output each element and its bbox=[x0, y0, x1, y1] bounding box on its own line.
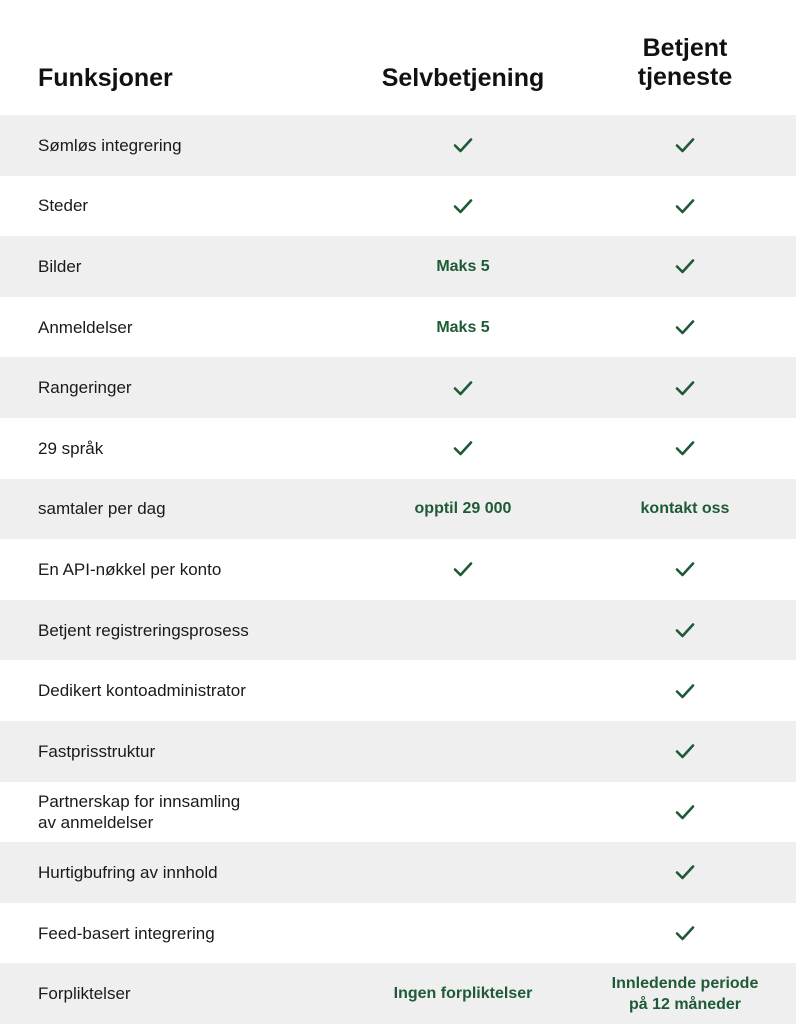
self-service-cell bbox=[352, 660, 574, 721]
feature-name: Steder bbox=[38, 196, 89, 216]
check-icon bbox=[675, 137, 695, 153]
table-row bbox=[0, 963, 796, 1024]
served-service-cell bbox=[574, 903, 796, 964]
self-service-cell bbox=[352, 903, 574, 964]
header-self-service: Selvbetjening bbox=[381, 64, 545, 92]
table-row bbox=[0, 660, 796, 721]
self-service-cell bbox=[352, 357, 574, 418]
check-icon bbox=[675, 561, 695, 577]
check-icon bbox=[453, 440, 473, 456]
feature-name: Bilder bbox=[38, 256, 82, 276]
feature-name: Rangeringer bbox=[38, 378, 132, 398]
table-row bbox=[0, 600, 796, 661]
served-service-cell bbox=[574, 963, 796, 1024]
table-row bbox=[0, 782, 796, 843]
feature-name: En API-nøkkel per konto bbox=[38, 559, 222, 579]
check-icon bbox=[675, 198, 695, 214]
self-service-cell bbox=[352, 176, 574, 237]
self-service-cell bbox=[352, 236, 574, 297]
check-icon bbox=[675, 804, 695, 820]
served-service-cell bbox=[574, 236, 796, 297]
self-service-cell bbox=[352, 479, 574, 540]
check-icon bbox=[675, 258, 695, 274]
feature-name: samtaler per dag bbox=[38, 499, 166, 519]
self-service-cell bbox=[352, 782, 574, 843]
table-body bbox=[0, 115, 796, 1024]
check-icon bbox=[675, 440, 695, 456]
self-service-cell bbox=[352, 721, 574, 782]
served-service-cell bbox=[574, 176, 796, 237]
self-service-cell bbox=[352, 842, 574, 903]
served-service-cell bbox=[574, 357, 796, 418]
check-icon bbox=[675, 743, 695, 759]
header-served-line1: Betjent bbox=[642, 34, 728, 62]
served-service-cell bbox=[574, 721, 796, 782]
feature-name: Sømløs integrering bbox=[38, 135, 182, 155]
served-service-cell bbox=[574, 297, 796, 358]
self-service-cell bbox=[352, 963, 574, 1024]
feature-name: Hurtigbufring av innhold bbox=[38, 862, 218, 882]
self-service-cell bbox=[352, 418, 574, 479]
served-service-cell bbox=[574, 600, 796, 661]
check-icon bbox=[675, 380, 695, 396]
cell-value: Maks 5 bbox=[436, 257, 490, 275]
check-icon bbox=[675, 925, 695, 941]
served-service-cell bbox=[574, 539, 796, 600]
served-service-cell bbox=[574, 842, 796, 903]
table-row bbox=[0, 479, 796, 540]
cell-value: Innledende periode på 12 måneder bbox=[611, 974, 759, 1013]
check-icon bbox=[453, 380, 473, 396]
table-row bbox=[0, 418, 796, 479]
feature-name: 29 språk bbox=[38, 438, 104, 458]
check-icon bbox=[453, 137, 473, 153]
feature-name: Partnerskap for innsamling av anmeldelser bbox=[38, 791, 241, 832]
served-service-cell bbox=[574, 115, 796, 176]
check-icon bbox=[675, 319, 695, 335]
table-row bbox=[0, 236, 796, 297]
check-icon bbox=[453, 198, 473, 214]
cell-value: opptil 29 000 bbox=[414, 500, 512, 518]
check-icon bbox=[675, 864, 695, 880]
table-row bbox=[0, 539, 796, 600]
table-row bbox=[0, 115, 796, 176]
feature-name: Feed-basert integrering bbox=[38, 923, 215, 943]
table-row bbox=[0, 842, 796, 903]
self-service-cell bbox=[352, 600, 574, 661]
self-service-cell bbox=[352, 539, 574, 600]
self-service-cell bbox=[352, 115, 574, 176]
served-service-cell bbox=[574, 479, 796, 540]
header-features: Funksjoner bbox=[38, 64, 173, 92]
served-service-cell bbox=[574, 418, 796, 479]
check-icon bbox=[675, 622, 695, 638]
table-row bbox=[0, 357, 796, 418]
table-header bbox=[0, 0, 796, 115]
header-served-service bbox=[574, 34, 796, 92]
header-served-line2: tjeneste bbox=[637, 63, 733, 91]
feature-name: Dedikert kontoadministrator bbox=[38, 681, 246, 701]
cell-value: Ingen forpliktelser bbox=[393, 985, 533, 1003]
served-service-cell bbox=[574, 660, 796, 721]
cell-value: kontakt oss bbox=[640, 500, 730, 518]
table-row bbox=[0, 903, 796, 964]
feature-name: Fastprisstruktur bbox=[38, 741, 156, 761]
table-row bbox=[0, 176, 796, 237]
feature-name: Anmeldelser bbox=[38, 317, 133, 337]
feature-name: Forpliktelser bbox=[38, 984, 131, 1004]
self-service-cell bbox=[352, 297, 574, 358]
table-row bbox=[0, 721, 796, 782]
check-icon bbox=[453, 561, 473, 577]
table-row bbox=[0, 297, 796, 358]
check-icon bbox=[675, 683, 695, 699]
feature-name: Betjent registreringsprosess bbox=[38, 620, 249, 640]
cell-value: Maks 5 bbox=[436, 318, 490, 336]
served-service-cell bbox=[574, 782, 796, 843]
